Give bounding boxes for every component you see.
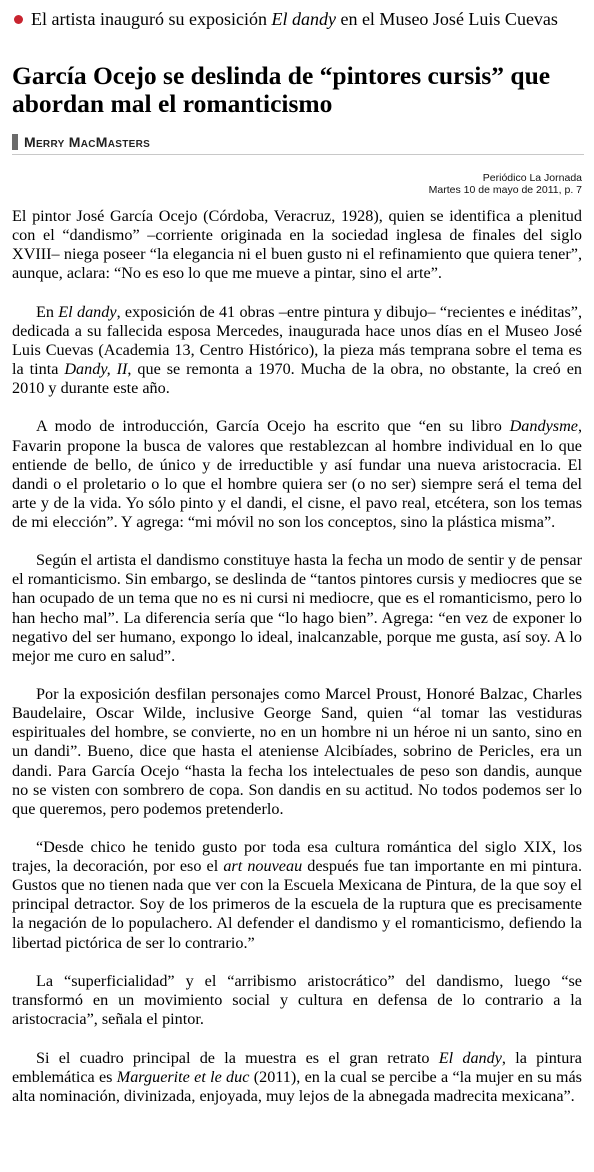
article-paragraph [12, 1049, 582, 1106]
paragraph-text: , que se remonta a 1970. Mucha de la obra, no obstante, la creó en 2010 y durante este año. [12, 359, 582, 398]
italic-title: Dandysme [509, 417, 578, 436]
italic-title: El dandy [438, 1048, 502, 1067]
italic-title: Dandy, II [64, 359, 128, 378]
article-paragraph [12, 551, 582, 666]
kicker-text-after: en el Museo José Luis Cuevas [335, 9, 558, 29]
article-body [12, 207, 582, 1125]
paragraph-text: A modo de introducción, García Ocejo ha escrito que “en su libro [36, 417, 510, 436]
article-paragraph [12, 207, 582, 283]
paragraph-text: (2011), en la cual se percibe a “la mujer en su más alta nominación, divinizada, enjoyada, muy lejos de la abnegada madrecita mexicana”. [12, 1067, 582, 1105]
article-source [429, 172, 582, 196]
article-paragraph [12, 838, 582, 953]
italic-title: art nouveau [223, 857, 303, 876]
byline-author: Merry MacMasters [24, 134, 151, 150]
paragraph-text: Según el artista el dandismo constituye hasta la fecha un modo de sentir y de pensar el romanticismo. Sin embargo, se deslinda de “tantos pintores cursis y mediocres que se han ocupado de un tema que no es ni cursi ni mediocre, que es el romanticismo, pero lo han hecho mal”. La diferencia sería que “lo hago bien”. Agrega: “en vez de exponer lo negativo del ser humano, expongo lo ideal, inalcanzable, porque me gusta, así soy. A lo mejor me curo en salud”. [12, 551, 582, 665]
byline-divider [12, 154, 584, 155]
article-headline: García Ocejo se deslinda de “pintores cursis” que abordan mal el romanticismo [12, 61, 551, 118]
italic-title: Marguerite et le duc [116, 1067, 250, 1086]
paragraph-text: , la pintura emblemática es [12, 1048, 582, 1086]
paragraph-text: , exposición de 41 obras –entre pintura y dibujo– “recientes e inéditas”, dedicada a su fallecida esposa Mercedes, inaugurada hace unos días en el Museo José Luis Cuevas (Academia 13, Centro Histórico), la pieza más temprana sobre el tema es la tinta [12, 302, 583, 378]
article-paragraph [12, 685, 582, 819]
paragraph-text: La “superficialidad” y el “arribismo aristocrático” del dandismo, luego “se transformó en un movimiento social y cultura en defensa de lo contrario a la aristocracia”, señala el pintor. [12, 971, 582, 1029]
italic-title: El dandy [58, 302, 117, 321]
article-paragraph [12, 972, 582, 1029]
paragraph-text: “Desde chico he tenido gusto por toda esa cultura romántica del siglo XIX, los trajes, la decoración, por eso el [12, 838, 582, 876]
byline-bar [12, 134, 18, 150]
article-byline [12, 134, 584, 150]
paragraph-text: En [36, 302, 59, 321]
paragraph-text: , Favarin propone la busca de valores que restablezcan al hombre individual en lo que entiende de bello, de único y de irreductible y así fundar una nueva aristocracia. El dandi o el proletario o lo que el hombre quiera ser (o no ser) siempre será el tema del arte y de la vida. Yo sólo pinto y el dandi, el cisne, el pavo real, etcétera, son los temas de mi elección”. Y agrega: “mi móvil no son los conceptos, sino la plástica misma”. [12, 417, 582, 531]
kicker-text-before: El artista inauguró su exposición [31, 9, 272, 29]
paragraph-text: Por la exposición desfilan personajes como Marcel Proust, Honoré Balzac, Charles Baudelaire, Oscar Wilde, inclusive George Sand, quien “al tomar las vestiduras espirituales del hombre, se convierte, no en un hombre ni un héroe ni un santo, sino en un dandi”. Bueno, dice que hasta el ateniense Alcibíades, sobrino de Pericles, era un dandi. Para García Ocejo “hasta la fecha los intelectuales de peso son dandis, aunque no se visten con sombrero de copa. Son dandis en su actitud. No todos podemos ser lo que queremos, pero podemos pretenderlo. [12, 685, 582, 818]
paragraph-text: El pintor José García Ocejo (Córdoba, Veracruz, 1928), quien se identifica a plenitud con el “dandismo” –corriente originada en la sociedad inglesa de finales del siglo XVIII– niega poseer “la elegancia ni el buen gusto ni el refinamiento que quiera tener”, aunque, aclara: “No es eso lo que me mueve a pintar, sino el arte”. [12, 207, 582, 283]
paragraph-text: Si el cuadro principal de la muestra es el gran retrato [36, 1048, 439, 1067]
kicker-exhibition-title: El dandy [271, 9, 336, 29]
article-paragraph [12, 303, 582, 398]
article-kicker [12, 9, 582, 29]
paragraph-text: después fue tan importante en mi pintura. Gustos que no tienen nada que ver con la Escuela Mexicana de Pintura, de la que soy el principal detractor. Soy de los primeros de la escuela de la ruptura que es precisamente la negación de lo populachero. Al defender el dandismo y el romanticismo, defiendo la libertad pictórica de ser lo contrario.” [12, 857, 583, 952]
red-bullet-icon [14, 15, 23, 24]
source-date-page: Martes 10 de mayo de 2011, p. 7 [428, 184, 582, 196]
source-publication: Periódico La Jornada [482, 172, 582, 184]
article-paragraph [12, 417, 582, 532]
